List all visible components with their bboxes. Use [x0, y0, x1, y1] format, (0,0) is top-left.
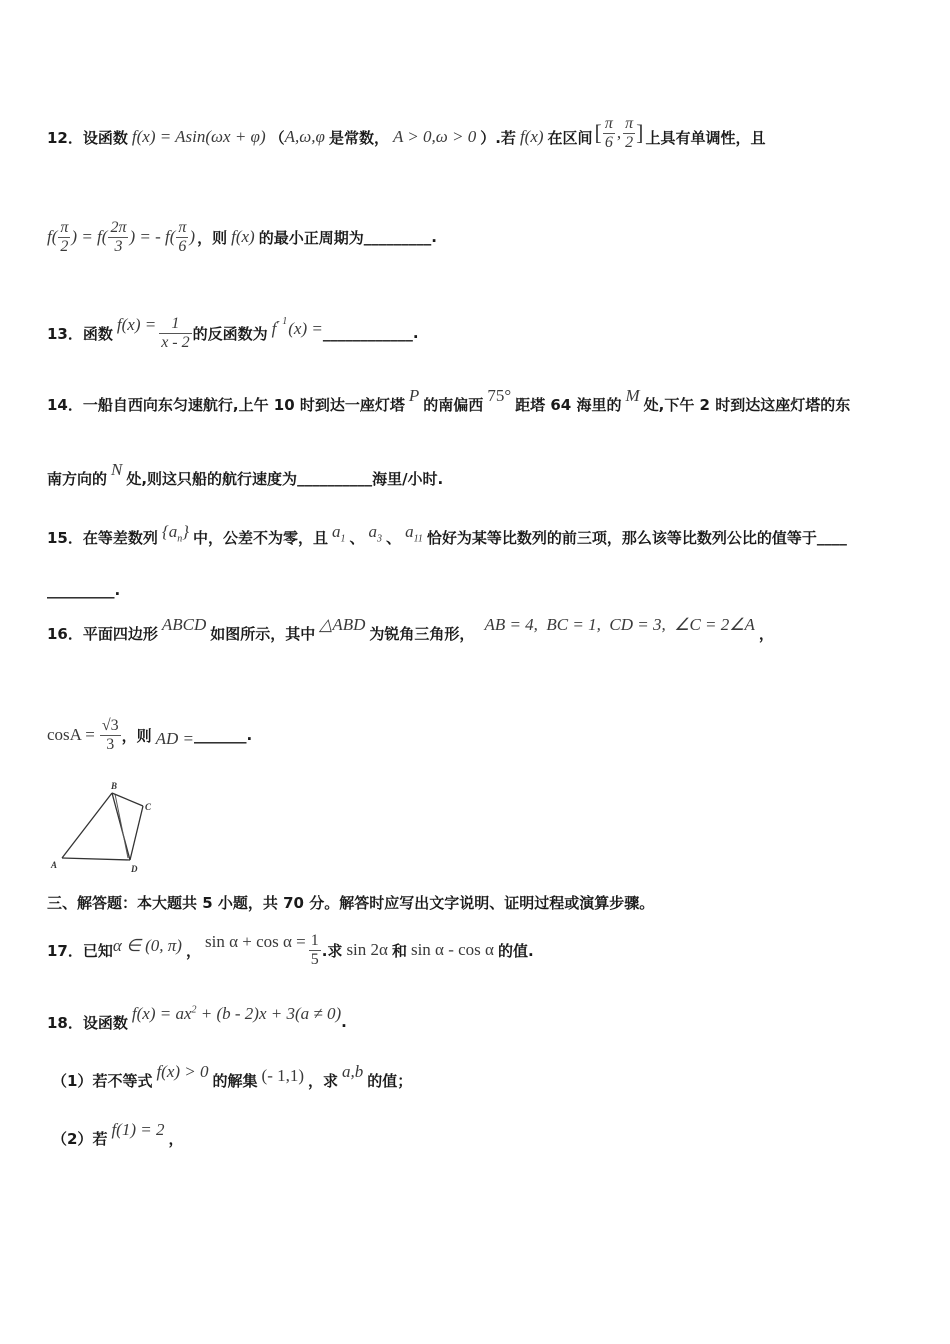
question-number: 16． [47, 624, 83, 643]
denominator: 6 [178, 237, 187, 255]
q15-text: 在等差数列 [82, 528, 158, 547]
q18-part1 [52, 1060, 412, 1100]
q14-text: 一船自西向东匀速航行,上午 10 时到达一座灯塔 [82, 395, 405, 414]
q14-text: 的南偏西 [423, 395, 484, 414]
q16-line2 [47, 715, 252, 755]
quadrilateral-figure [47, 778, 167, 878]
question-number: 15． [47, 528, 83, 547]
q16-text: ， [758, 624, 774, 643]
q17-text: 的值. [497, 941, 534, 960]
q16-cos-formula: cosA = [47, 725, 95, 744]
q16-text: 如图所示，其中 [210, 624, 316, 643]
q17-sum-formula: sin α + cos α = [204, 932, 306, 951]
q18-text: 若 [92, 1129, 108, 1148]
fraction [108, 219, 128, 256]
q18-line [47, 1002, 347, 1042]
question-number: 17． [47, 941, 83, 960]
formula-part: ) = - f( [129, 227, 176, 246]
q12-formula-fx: f(x) [231, 227, 255, 246]
q18-unknowns: a,b [342, 1062, 364, 1081]
q12-formula-constants: A,ω,φ [284, 127, 325, 146]
q17-text: 已知 [82, 941, 113, 960]
q18-text: 若不等式 [92, 1071, 153, 1090]
edge-ab [62, 793, 112, 858]
formula-part: f(x) = ax [131, 1004, 192, 1023]
section-title: 三、解答题：本大题共 5 小题，共 70 分。解答时应写出文字说明、证明过程或演算步骤。 [47, 893, 655, 912]
numerator: π [178, 218, 187, 236]
q14-line1 [47, 384, 850, 424]
numerator: 1 [159, 315, 191, 334]
q12-text: 在区间 [547, 128, 593, 147]
q12-line2 [47, 217, 437, 257]
q16-conditions: AB = 4, BC = 1, CD = 3, ∠C = 2∠A [484, 615, 755, 634]
q14-point-p: P [408, 386, 420, 405]
q18-text: ，求 [308, 1071, 339, 1090]
part-label: （2） [52, 1129, 93, 1148]
denominator: 2 [625, 133, 634, 151]
q12-text: . [431, 228, 437, 246]
formula-part: + (b - 2)x + 3(a ≠ 0) [196, 1004, 342, 1023]
q12-text: 设函数 [82, 128, 128, 147]
q17-sin2a: sin 2α [346, 940, 388, 959]
q17-alpha-range: α ∈ (0, π) [112, 936, 182, 955]
answer-blank: ____ [816, 528, 847, 546]
edge-bd [112, 793, 130, 860]
q15-separator: 、 [386, 528, 402, 547]
numerator: π [604, 114, 613, 132]
q18-solution-set: (- 1,1) [261, 1066, 305, 1085]
q14-text: 处,则这只船的航行速度为 [126, 469, 298, 488]
fraction [176, 219, 188, 256]
q15-term-a1 [332, 522, 346, 544]
fraction [603, 115, 615, 152]
brace-close: } [182, 521, 190, 541]
q15-term-a3 [369, 522, 383, 544]
fraction [58, 219, 70, 256]
q18-function-formula [132, 1004, 341, 1024]
sequence-term: a [168, 521, 178, 541]
q13-formula-fx: f(x) = [116, 315, 157, 334]
fraction [100, 717, 121, 754]
fraction [309, 932, 321, 969]
q14-point-n: N [111, 460, 123, 479]
q15-term-a11 [405, 522, 423, 544]
numerator: √3 [101, 716, 119, 734]
term: a [368, 521, 378, 541]
interval-separator: , [616, 123, 622, 142]
interval-close-bracket: ] [636, 120, 644, 145]
q16-line1 [47, 613, 774, 653]
edge-cd [130, 806, 143, 860]
q16-ad-formula: AD = [155, 729, 195, 748]
q17-text: .求 [321, 941, 343, 960]
question-number: 14． [47, 395, 83, 414]
q14-line2 [47, 458, 443, 498]
formula-part: f( [47, 227, 58, 246]
q15-line1 [47, 517, 847, 557]
q14-angle: 75° [487, 386, 512, 405]
q18-text: 设函数 [82, 1013, 128, 1032]
term: a [405, 521, 414, 541]
q12-formula-function: f(x) = Asin(ωx + φ) [131, 127, 266, 146]
q12-formula-fx: f(x) [519, 127, 544, 146]
q12-text: ，则 [197, 228, 228, 247]
q18-text: 的值； [367, 1071, 413, 1090]
q18-text: 的解集 [212, 1071, 258, 1090]
q16-text: 为锐角三角形， [369, 624, 475, 643]
subscript: 3 [377, 533, 383, 545]
formula-part: ) = f( [71, 227, 108, 246]
subscript: n [177, 533, 183, 545]
subscript: 11 [413, 533, 423, 545]
denominator: 2 [60, 237, 69, 255]
term: a [332, 521, 341, 541]
answer-blank: _________ [47, 581, 115, 599]
answer-blank: ____________ [322, 324, 413, 342]
numerator: π [60, 218, 69, 236]
q12-formula-conditions: A > 0,ω > 0 [392, 127, 477, 146]
denominator: 3 [114, 237, 123, 255]
denominator: x - 2 [161, 333, 190, 351]
subscript: 1 [340, 533, 346, 545]
fraction [623, 115, 635, 152]
q15-text: . [114, 581, 121, 599]
q18-inequality: f(x) > 0 [156, 1062, 209, 1081]
q16-text: ，则 [121, 726, 152, 745]
answer-blank: _________ [363, 228, 432, 246]
q17-text: 和 [391, 941, 407, 960]
q15-line2 [47, 570, 120, 610]
q12-interval [595, 115, 644, 152]
q13-inverse-rest: (x) = [288, 319, 323, 338]
denominator: 3 [106, 735, 115, 753]
formula-part: ) [189, 227, 196, 246]
q16-quadrilateral: ABCD [161, 615, 207, 634]
q12-text: （ [269, 128, 285, 147]
numerator: π [625, 114, 634, 132]
question-number: 18． [47, 1013, 83, 1032]
q18-condition: f(1) = 2 [111, 1120, 165, 1139]
q17-difference: sin α - cos α [410, 940, 494, 959]
q14-text: 海里/小时. [372, 469, 444, 488]
brace-open: { [161, 521, 169, 541]
q15-text: 恰好为某等比数列的前三项，那么该等比数列公比的值等于 [426, 528, 817, 547]
q13-inverse-superscript: - 1 [276, 315, 288, 327]
q12-text: 是常数， [328, 128, 389, 147]
q12-text: 的最小正周期为 [258, 228, 364, 247]
q13-inverse-f: f [271, 319, 277, 338]
question-number: 13． [47, 324, 83, 343]
fraction [159, 315, 191, 352]
interval-open-bracket: [ [594, 120, 602, 145]
superscript: 2 [191, 1004, 197, 1016]
q14-point-m: M [625, 386, 640, 405]
vertex-label-c: C [145, 802, 152, 812]
q17-text: ， [185, 941, 201, 960]
vertex-label-a: A [51, 860, 58, 870]
answer-blank: __________ [297, 469, 373, 487]
denominator: 6 [604, 133, 613, 151]
vertex-label-d: D [131, 864, 138, 874]
q13-text: . [412, 324, 419, 342]
question-number: 12． [47, 128, 83, 147]
q16-triangle: △ABD [319, 615, 366, 634]
q17-line [47, 930, 534, 970]
q18-text: ， [168, 1129, 184, 1148]
q13-line [47, 313, 419, 353]
vertex-label-b: B [111, 781, 118, 791]
q15-separator: 、 [349, 528, 365, 547]
denominator: 5 [310, 950, 319, 968]
q13-text: 的反函数为 [192, 324, 268, 343]
part-label: （1） [52, 1071, 93, 1090]
q14-text: 距塔 64 海里的 [515, 395, 622, 414]
section-heading [47, 882, 654, 922]
q18-text: . [341, 1013, 347, 1031]
q12-text: ）.若 [480, 128, 516, 147]
q13-text: 函数 [82, 324, 113, 343]
q16-text: 平面四边形 [82, 624, 158, 643]
q16-text: . [246, 726, 253, 744]
q15-text: 中，公差不为零，且 [193, 528, 329, 547]
edge-bd-inner [115, 794, 128, 858]
numerator: 1 [310, 931, 319, 949]
edge-ad [62, 858, 130, 860]
q12-text: 上具有单调性，且 [645, 128, 766, 147]
numerator: 2π [110, 218, 127, 236]
q15-sequence [162, 522, 189, 544]
answer-blank: _______ [194, 726, 247, 744]
q14-text: 处,下午 2 时到达这座灯塔的东 [643, 395, 851, 414]
q14-text: 南方向的 [47, 469, 108, 488]
q12-line1 [47, 114, 766, 157]
q18-part2 [52, 1118, 184, 1158]
